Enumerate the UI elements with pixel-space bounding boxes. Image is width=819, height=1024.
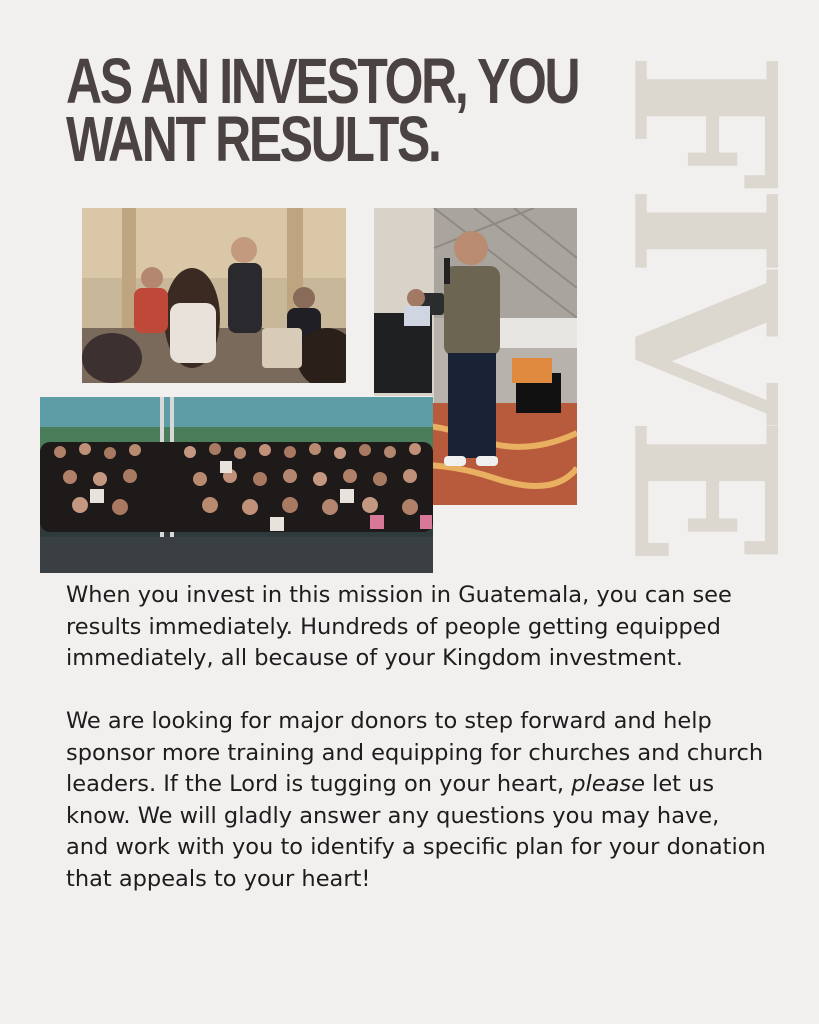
- group-photo: [40, 396, 433, 573]
- side-word-text: FIVE: [588, 51, 818, 561]
- body-text: [66, 580, 766, 895]
- emphasis-please: please: [571, 771, 645, 797]
- headline: [66, 45, 579, 175]
- body-paragraph-2: [66, 706, 766, 895]
- headline-line-1: AS AN INVESTOR, YOU: [66, 45, 579, 117]
- prayer-photo: [82, 208, 346, 383]
- headline-line-2: WANT RESULTS.: [66, 103, 440, 175]
- body-paragraph-1: When you invest in this mission in Guatemala, you can see results immediately. Hundreds of people getting equipped immediately, all because of your Kingdom investment.: [66, 582, 732, 671]
- side-word-five: [588, 51, 818, 561]
- body-paragraph-2-end: let us know. We will gladly answer any questions you may have, and work with you to identify a specific plan for your donation that appeals to your heart!: [66, 771, 766, 892]
- body-paragraph-2-start: We are looking for major donors to step forward and help sponsor more training and equipping for churches and church leaders. If the Lord is tugging on your heart,: [66, 708, 764, 797]
